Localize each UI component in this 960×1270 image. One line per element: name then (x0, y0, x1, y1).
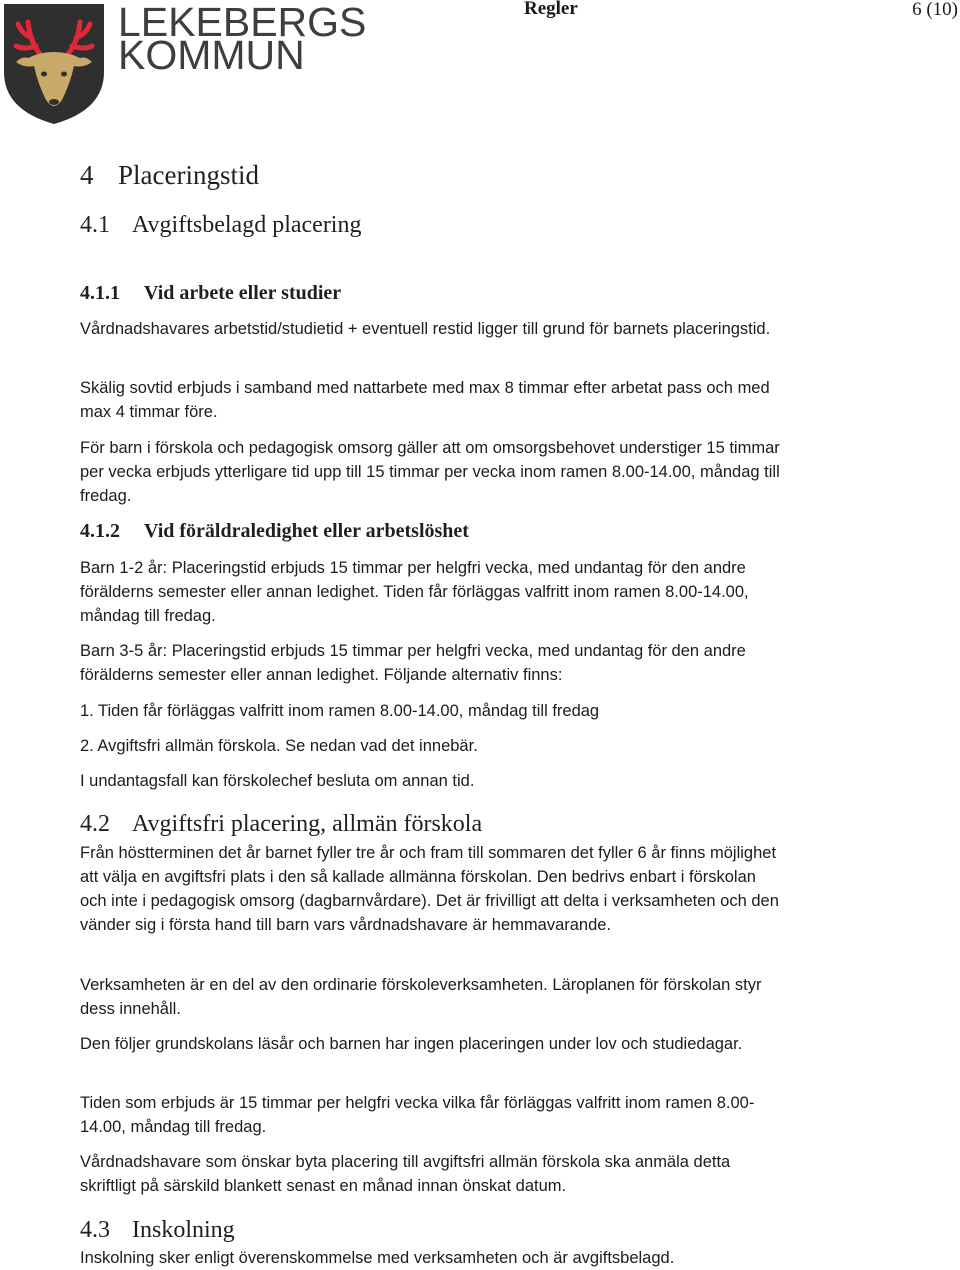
paragraph: Tiden som erbjuds är 15 timmar per helgfri vecka vilka får förläggas valfritt inom ramen 8.00-14.00, måndag till fredag. (80, 1094, 755, 1136)
heading-number: 4 (80, 160, 94, 190)
heading-text: Avgiftsfri placering, allmän förskola (132, 811, 483, 837)
paragraph: Den följer grundskolans läsår och barnen har ingen placeringen under lov och studiedagar. (80, 1035, 743, 1053)
coat-of-arms-icon (2, 2, 106, 126)
heading-text: Inskolning (132, 1217, 235, 1243)
document-title: Regler (524, 0, 578, 19)
list-item: 2. Avgiftsfri allmän förskola. Se nedan vad det innebär. (80, 737, 478, 755)
heading-number: 4.1.2 (80, 520, 120, 542)
paragraph: Skälig sovtid erbjuds i samband med nattarbete med max 8 timmar efter arbetat pass och med max 4 timmar före. (80, 379, 770, 421)
heading-number: 4.2 (80, 811, 110, 837)
heading-text: Vid föräldraledighet eller arbetslöshet (144, 520, 469, 542)
list-item: 1. Tiden får förläggas valfritt inom ramen 8.00-14.00, måndag till fredag (80, 702, 600, 720)
heading-text: Vid arbete eller studier (144, 282, 342, 304)
paragraph: Inskolning sker enligt överenskommelse med verksamheten och är avgiftsbelagd. (80, 1249, 675, 1267)
heading-section-4-1-1 (80, 282, 341, 305)
heading-section-4-3 (80, 1217, 235, 1244)
heading-number: 4.1 (80, 212, 110, 238)
municipality-logo (0, 0, 367, 128)
paragraph: Vårdnadshavares arbetstid/studietid + eventuell restid ligger till grund för barnets placeringstid. (80, 320, 771, 338)
heading-section-4 (80, 160, 259, 191)
paragraph: För barn i förskola och pedagogisk omsorg gäller att om omsorgsbehovet understiger 15 timmar per vecka erbjuds ytterligare tid upp till 15 timmar per vecka inom ramen 8.00-14.00, måndag till fredag. (80, 439, 780, 505)
logo-line-lekebergs: LEKEBERGS (118, 0, 367, 45)
heading-section-4-2 (80, 811, 482, 838)
heading-number: 4.1.1 (80, 282, 120, 304)
paragraph: Vårdnadshavare som önskar byta placering till avgiftsfri allmän förskola ska anmäla detta skriftligt på särskild blankett senast en månad innan önskat datum. (80, 1153, 731, 1195)
paragraph: I undantagsfall kan förskolechef besluta om annan tid. (80, 772, 475, 790)
heading-text: Placeringstid (118, 160, 259, 190)
paragraph: Barn 1-2 år: Placeringstid erbjuds 15 timmar per helgfri vecka, med undantag för den andre förälderns semester eller annan ledighet. Tiden får förläggas valfritt inom ramen 8.00-14.00, måndag till fredag. (80, 559, 749, 625)
heading-section-4-1-2 (80, 520, 469, 543)
paragraph: Verksamheten är en del av den ordinarie förskoleverksamheten. Läroplanen för förskolan styr dess innehåll. (80, 976, 762, 1018)
heading-section-4-1 (80, 212, 361, 239)
paragraph: Barn 3-5 år: Placeringstid erbjuds 15 timmar per helgfri vecka, med undantag för den andre förälderns semester eller annan ledighet. Följande alternativ finns: (80, 642, 746, 684)
paragraph: Från höstterminen det år barnet fyller tre år och fram till sommaren det fyller 6 år finns möjlighet att välja en avgiftsfri plats i den så kallade allmänna förskolan. Den bedrivs enbart i förskolan och inte i pedagogisk omsorg (dagbarnvårdare). Det är frivilligt att delta i verksamheten och den vänder sig i första hand till barn vars vårdnadshavare är hemmavarande. (80, 844, 779, 934)
heading-text: Avgiftsbelagd placering (132, 212, 362, 238)
page-number: 6 (10) (912, 0, 958, 20)
logo-line-kommun: KOMMUN (118, 32, 305, 78)
heading-number: 4.3 (80, 1217, 110, 1243)
